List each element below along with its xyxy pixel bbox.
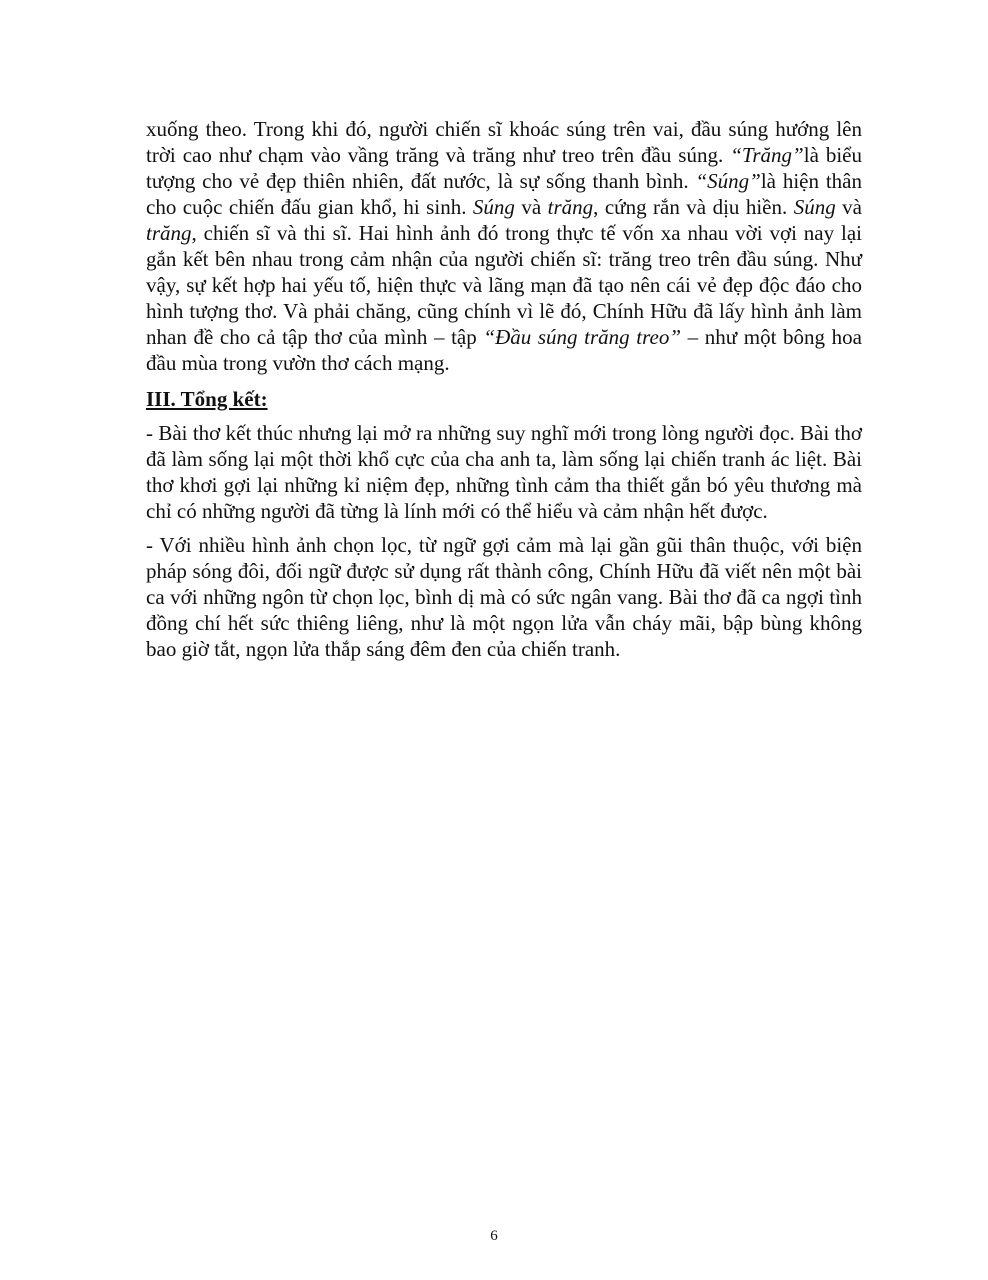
paragraph-summary-2: - Với nhiều hình ảnh chọn lọc, từ ngữ gợi cảm mà lại gần gũi thân thuộc, với biện pháp sóng đôi, đối ngữ được sử dụng rất thành công, Chính Hữu đã viết nên một bài ca với những ngôn từ chọn lọc, bình dị mà có sức ngân vang. Bài thơ đã ca ngợi tình đồng chí hết sức thiêng liêng, như là một ngọn lửa vẫn cháy mãi, bập bùng không bao giờ tắt, ngọn lửa thắp sáng đêm đen của chiến tranh. xyxy=(146,533,862,661)
paragraph-moon-gun: xuống theo. Trong khi đó, người chiến sĩ khoác súng trên vai, đầu súng hướng lên trời cao như chạm vào vầng trăng và trăng như treo trên đầu súng. “Trăng”là biểu tượng cho vẻ đẹp thiên nhiên, đất nước, là sự sống thanh bình. “Súng”là hiện thân cho cuộc chiến đấu gian khổ, hi sinh. Súng và trăng, cứng rắn và dịu hiền. Súng và trăng, chiến sĩ và thi sĩ. Hai hình ảnh đó trong thực tế vốn xa nhau vời vợi nay lại gắn kết bên nhau trong cảm nhận của người chiến sĩ: trăng treo trên đầu súng. Như vậy, sự kết hợp hai yếu tố, hiện thực và lãng mạn đã tạo nên cái vẻ đẹp độc đáo cho hình tượng thơ. Và phải chăng, cũng chính vì lẽ đó, Chính Hữu đã lấy hình ảnh làm nhan đề cho cả tập thơ của mình – tập “Đầu súng trăng treo” – như một bông hoa đầu mùa trong vườn thơ cách mạng. xyxy=(146,117,863,375)
paragraph-summary-1: - Bài thơ kết thúc nhưng lại mở ra những suy nghĩ mới trong lòng người đọc. Bài thơ đã làm sống lại một thời khổ cực của cha anh ta, làm sống lại chiến tranh ác liệt. Bài thơ khơi gợi lại những kỉ niệm đẹp, những tình cảm tha thiết gắn bó yêu thương mà chỉ có những người đã từng là lính mới có thể hiểu và cảm nhận hết được. xyxy=(146,421,862,523)
page-number: 6 xyxy=(490,1228,498,1244)
section-heading-summary: III. Tổng kết: xyxy=(146,387,268,411)
document-page xyxy=(146,116,862,662)
